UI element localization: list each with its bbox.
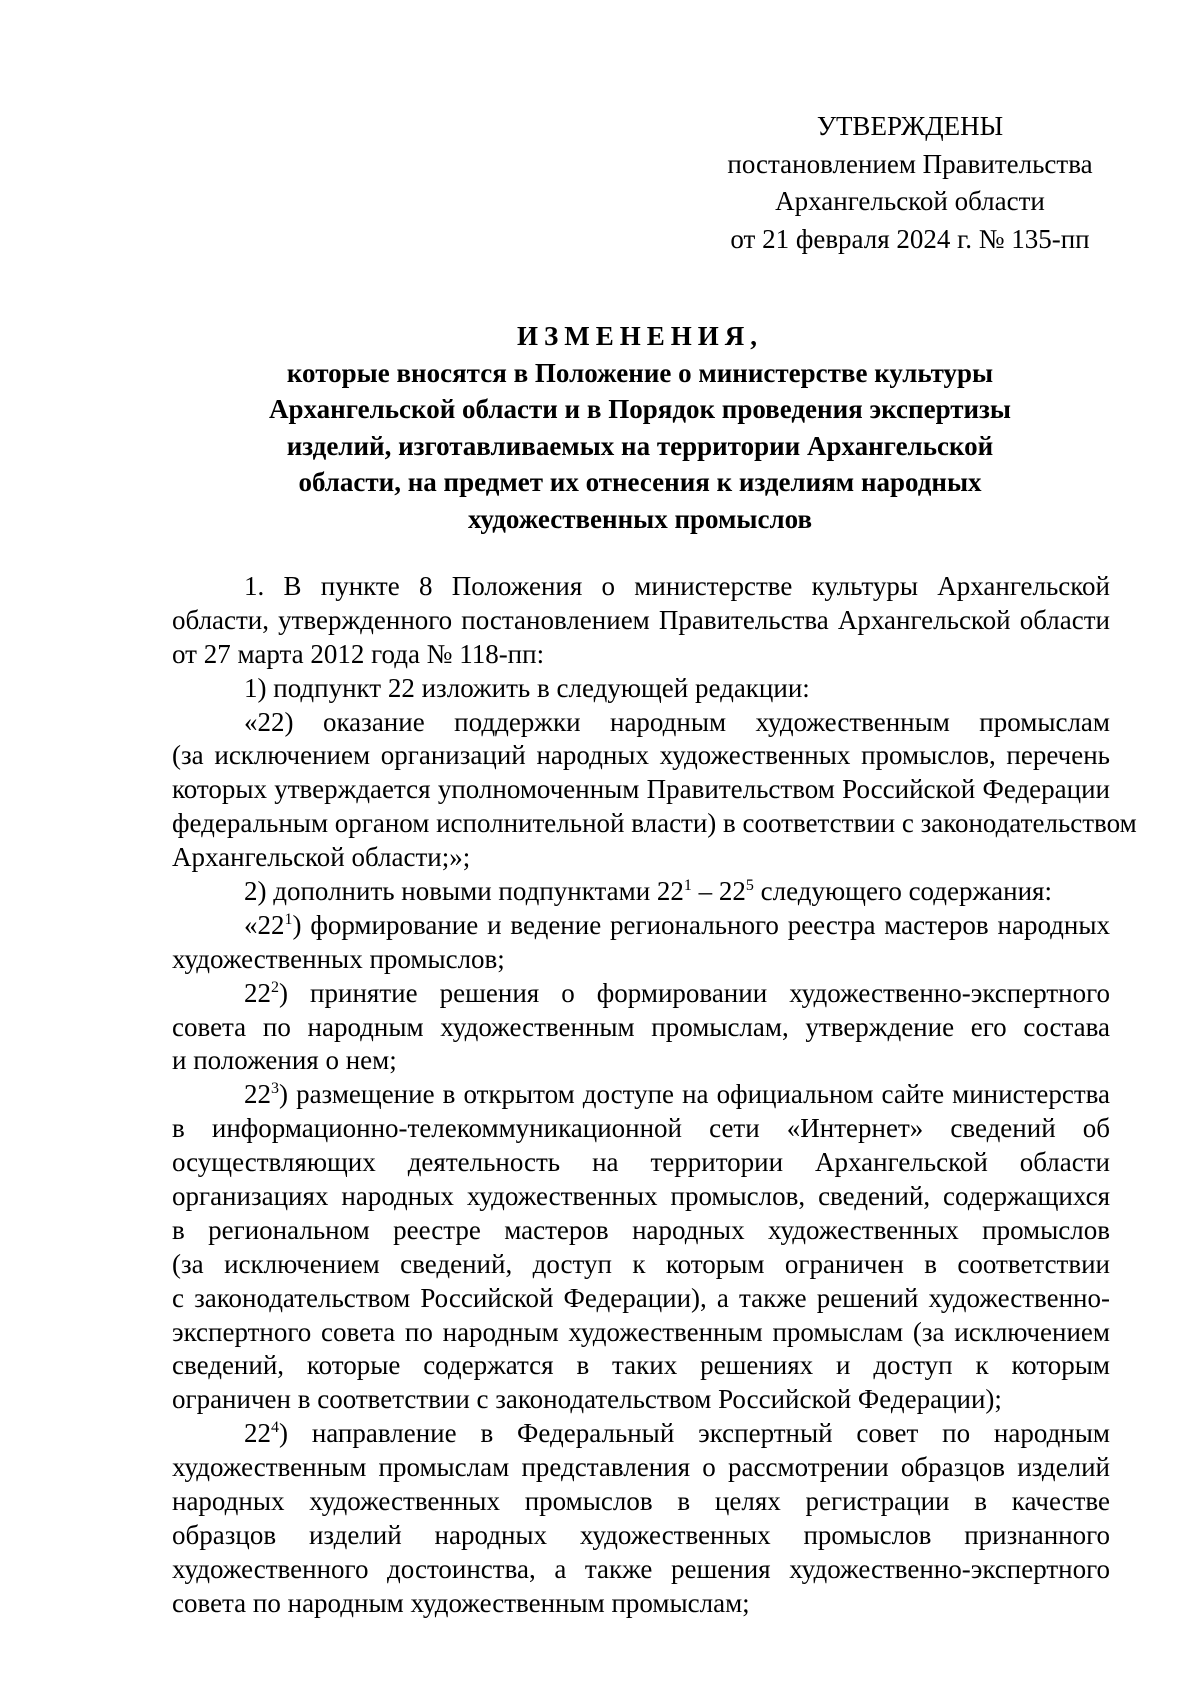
approval-line: УТВЕРЖДЕНЫ	[816, 111, 1004, 141]
superscript: 4	[271, 1419, 279, 1437]
paragraph-line: в информационно-телекоммуникационной сети «Интернет» сведений об	[172, 1113, 1110, 1144]
paragraph-line: 1) подпункт 22 изложить в следующей редакции:	[244, 672, 810, 703]
text-run: «22	[244, 909, 285, 940]
text-run: следующего содержания:	[753, 876, 1052, 907]
superscript: 5	[745, 877, 754, 895]
document-body	[172, 570, 1137, 1621]
text-run: ) размещение в открытом доступе на официальном сайте министерства	[279, 1079, 1110, 1110]
title-line: изделий, изготавливаемых на территории Архангельской	[286, 430, 994, 461]
superscript: 1	[284, 910, 293, 928]
document-title	[170, 318, 1110, 537]
paragraph-line	[172, 875, 1110, 909]
paragraph-line: сведений, которые содержатся в таких решениях и доступ к которым	[172, 1350, 1110, 1381]
paragraph-line: «22) оказание поддержки народным художественным промыслам	[244, 706, 1110, 737]
title-line: которые вносятся в Положение о министерстве культуры	[286, 357, 994, 388]
text-run: 22	[244, 1418, 271, 1449]
paragraph-line: образцов изделий народных художественных промыслов признанного	[172, 1519, 1110, 1550]
paragraph-line: (за исключением сведений, доступ к которым ограничен в соответствии	[172, 1248, 1110, 1279]
text-run: 22	[244, 977, 271, 1008]
text-run: 22	[244, 1079, 271, 1110]
paragraph-line: художественного достоинства, а также решения художественно-экспертного	[172, 1553, 1110, 1584]
paragraph-line: организациях народных художественных промыслов, сведений, содержащихся	[172, 1181, 1110, 1212]
paragraph-line: осуществляющих деятельность на территории Архангельской области	[172, 1147, 1110, 1178]
paragraph-line	[172, 1078, 1110, 1112]
text-run: ) формирование и ведение регионального реестра мастеров народных	[292, 909, 1110, 940]
paragraph-line: художественных промыслов;	[172, 943, 505, 974]
paragraph-line: народных художественных промыслов в целях регистрации в качестве	[172, 1486, 1110, 1517]
paragraph-line: (за исключением организаций народных художественных промыслов, перечень	[172, 740, 1110, 771]
superscript: 3	[271, 1080, 279, 1098]
paragraph-line: которых утверждается уполномоченным Правительством Российской Федерации	[172, 774, 1110, 805]
text-run: – 22	[691, 876, 746, 907]
paragraph-line: художественным промыслам представления о рассмотрении образцов изделий	[172, 1452, 1110, 1483]
paragraph-line: совета по народным художественным промыслам;	[172, 1587, 750, 1618]
title-heading: ИЗМЕНЕНИЯ,	[516, 321, 763, 351]
title-line: художественных промыслов	[467, 503, 813, 534]
text-run: ) направление в Федеральный экспертный совет по народным	[279, 1418, 1110, 1449]
paragraph-line	[172, 909, 1110, 943]
text-run: 2) дополнить новыми подпунктами 22	[244, 876, 684, 907]
paragraph-line: в региональном реестре мастеров народных художественных промыслов	[172, 1214, 1110, 1245]
paragraph-line: Архангельской области;»;	[172, 842, 471, 873]
paragraph-line: совета по народным художественным промыслам, утверждение его состава	[172, 1011, 1110, 1042]
superscript: 2	[271, 978, 279, 996]
approval-line: от 21 февраля 2024 г. № 135-пп	[730, 223, 1090, 254]
approval-line: постановлением Правительства	[727, 148, 1093, 179]
text-run: ) принятие решения о формировании художественно-экспертного	[279, 977, 1110, 1008]
paragraph-line: от 27 марта 2012 года № 118-пп:	[172, 638, 545, 669]
superscript: 1	[683, 877, 692, 895]
title-line: Архангельской области и в Порядок проведения экспертизы	[269, 394, 1011, 424]
paragraph-line	[172, 1417, 1110, 1451]
paragraph-line: и положения о нем;	[172, 1045, 397, 1076]
approval-line: Архангельской области	[775, 186, 1045, 216]
paragraph-line	[172, 977, 1110, 1011]
title-line: области, на предмет их отнесения к изделиям народных	[298, 467, 982, 497]
paragraph-line: экспертного совета по народным художественным промыслам (за исключением	[172, 1316, 1110, 1347]
approval-stamp	[700, 108, 1120, 258]
paragraph-line: с законодательством Российской Федерации), а также решений художественно-	[172, 1282, 1110, 1313]
paragraph-line: 1. В пункте 8 Положения о министерстве культуры Архангельской	[244, 571, 1110, 601]
paragraph-line: области, утвержденного постановлением Правительства Архангельской области	[172, 604, 1110, 635]
paragraph-line: ограничен в соответствии с законодательством Российской Федерации);	[172, 1384, 1002, 1415]
paragraph-line: федеральным органом исполнительной власти) в соответствии с законодательством	[172, 808, 1137, 839]
